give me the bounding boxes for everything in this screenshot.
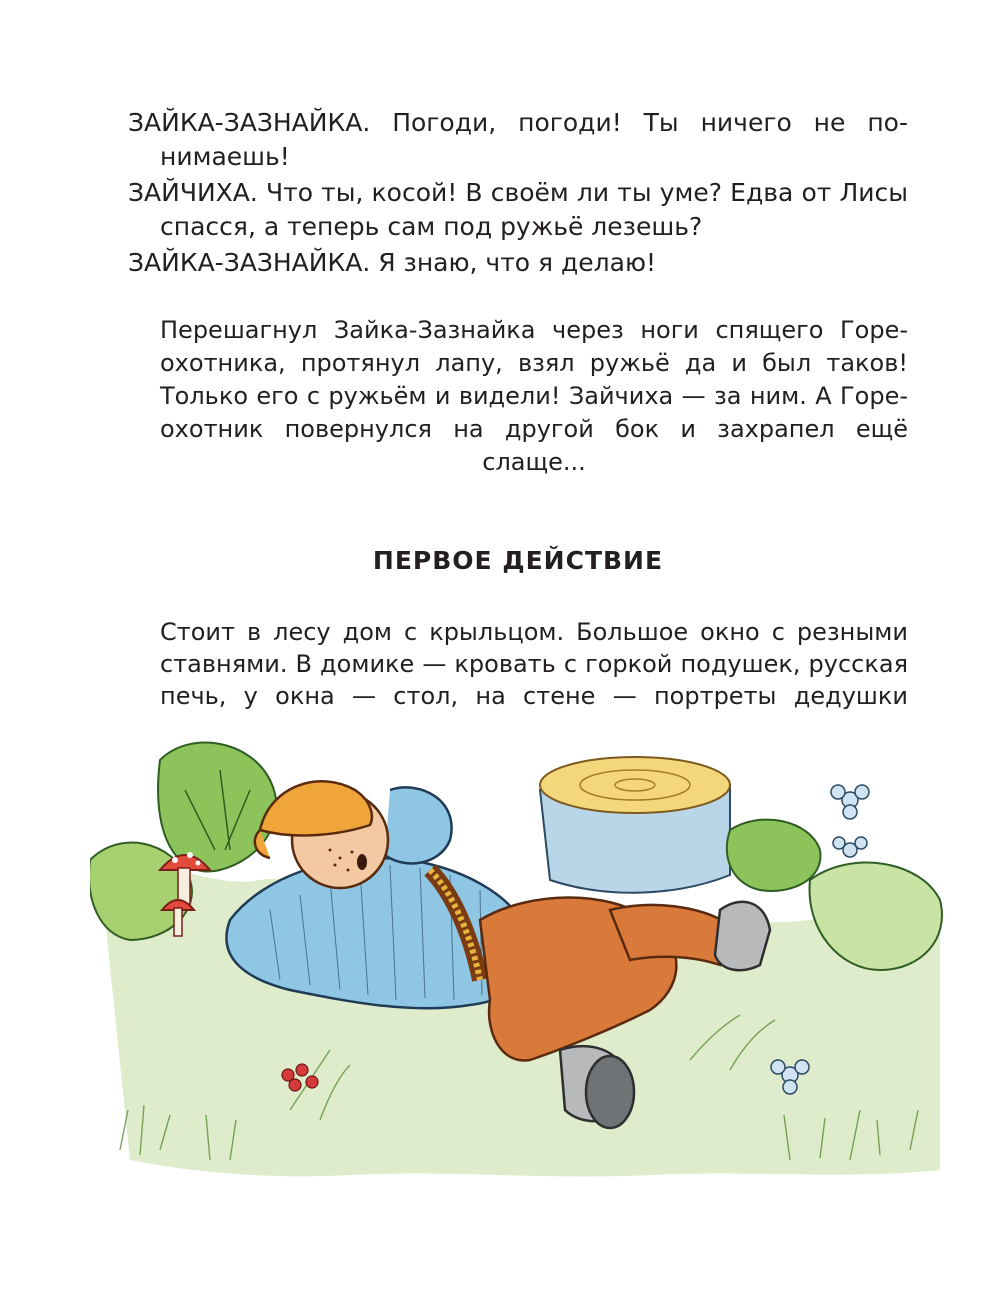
dialogue-text: Я знаю, что я делаю! <box>378 248 657 277</box>
dialogue-line <box>128 106 908 174</box>
dialogue-text: Что ты, косой! В своём ли ты уме? Едва от Лисы спасся, а теперь сам под ружьё лезешь? <box>160 178 908 241</box>
dialogue-line <box>128 246 908 280</box>
stage-direction: Перешагнул Зайка-Зазнайка через ноги спящего Горе-охотника, протянул лапу, взял ружьё да и был таков! Только его с ружьём и видели! Зайчиха — за ним. А Горе-охотник повернулся на другой бок и захрапел ещё слаще... <box>160 316 908 476</box>
tree-stump <box>540 757 730 893</box>
dialogue-line <box>128 176 908 244</box>
dialogue-block <box>128 106 908 282</box>
sleeping-hunter-illustration <box>90 730 950 1190</box>
scene-description: Стоит в лесу дом с крыльцом. Большое окно с резными ставнями. В домике — кровать с горкой подушек, русская печь, у окна — стол, на стене — портреты дедушки <box>160 618 908 710</box>
speaker-name: ЗАЙКА-ЗАЗНАЙКА. <box>128 108 371 137</box>
speaker-name: ЗАЙЧИХА. <box>128 178 258 207</box>
act-title: ПЕРВОЕ ДЕЙСТВИЕ <box>372 546 664 575</box>
speaker-name: ЗАЙКА-ЗАЗНАЙКА. <box>128 248 371 277</box>
dialogue-text: Погоди, погоди! Ты ничего не по-нимаешь! <box>160 108 908 171</box>
